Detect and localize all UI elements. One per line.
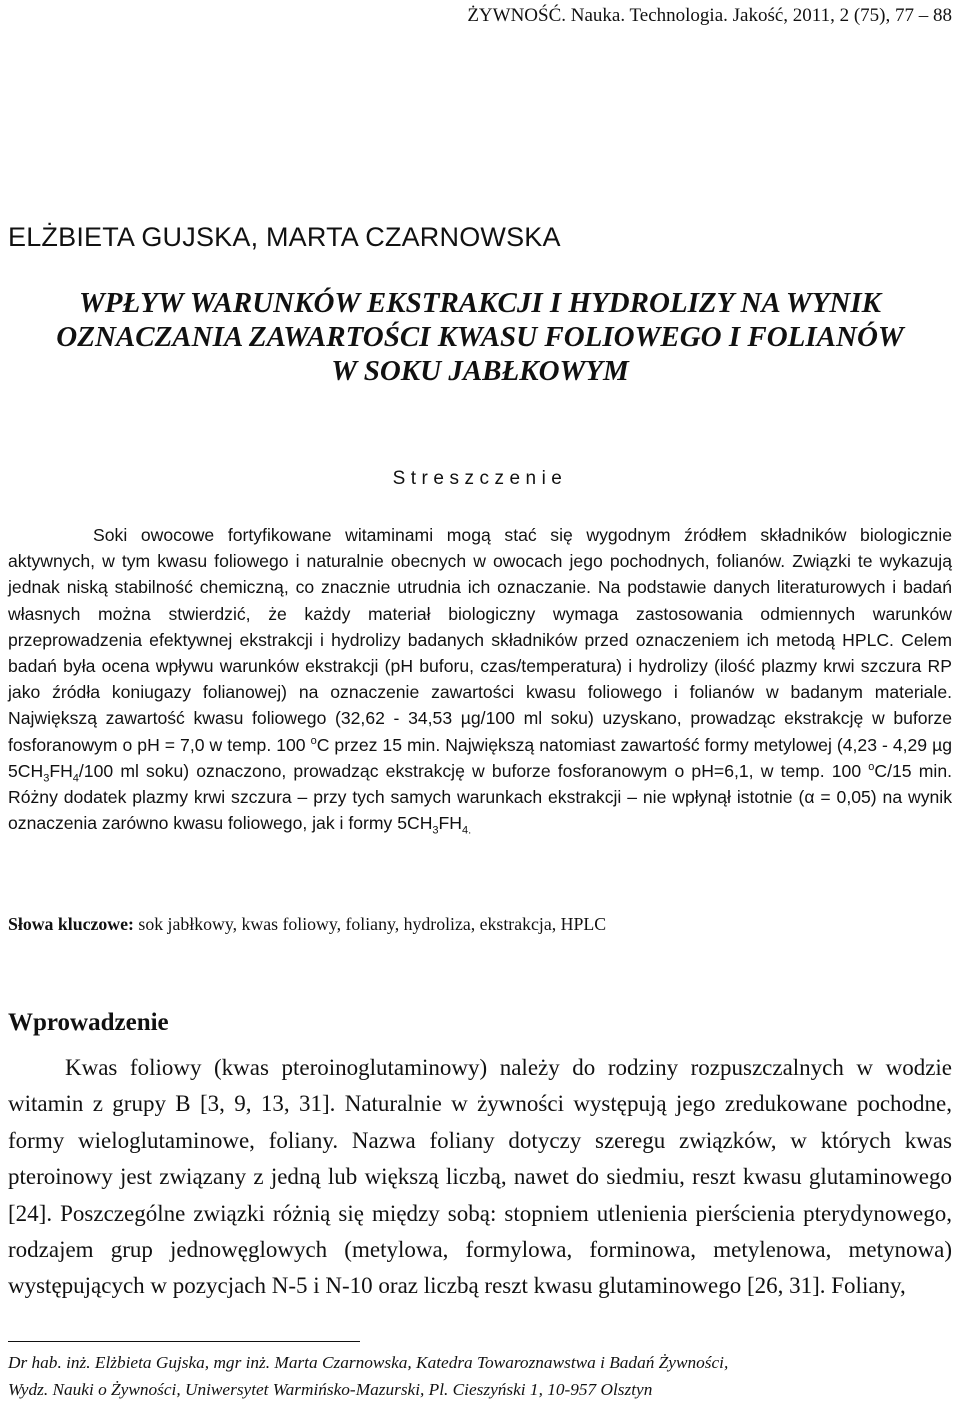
title-line-2: OZNACZANIA ZAWARTOŚCI KWASU FOLIOWEGO I FOLIANÓW xyxy=(56,321,904,353)
keywords xyxy=(8,914,952,935)
introduction-text: Kwas foliowy (kwas pteroinoglutaminowy) należy do rodziny rozpuszczalnych w wodzie witamin z grupy B [3, 9, 13, 31]. Naturalnie w żywności występują jego zredukowane pochodne, formy wieloglutaminowe, foliany. Nazwa foliany dotyczy szeregu związków, w których kwas pteroinowy jest związany z jedną lub większą liczbą, nawet do siedmiu, reszt kwasu glutaminowego [24]. Poszczególne związki różnią się między sobą: stopniem utlenienia pierścienia pterydynowego, rodzajem grup jednowęglowych (metylowa, formylowa, forminowa, metylenowa, metynowa) występujących w pozycjach N-5 i N-10 oraz liczbą reszt kwasu glutaminowego [26, 31]. Foliany, xyxy=(8,1055,952,1299)
abstract-part-4: /100 ml soku) oznaczono, prowadząc ekstrakcję w buforze fosforanowym o pH=6,1, w temp. 100 xyxy=(78,760,869,781)
degree-mark-1: o xyxy=(310,734,317,747)
keywords-text: sok jabłkowy, kwas foliowy, foliany, hydroliza, ekstrakcja, HPLC xyxy=(133,914,607,934)
abstract-part-1: Soki owocowe fortyfikowane witaminami mogą stać się wygodnym źródłem składników biologicznie aktywnych, w tym kwasu foliowego i naturalnie obecnych w owocach jego pochodnych, folianów. Związki te wykazują jednak niską stabilność chemiczną, co znacznie utrudnia ich oznaczanie. Na podstawie danych literaturowych i badań własnych można stwierdzić, że każdy materiał biologiczny wymaga zastosowania odmiennych warunków przeprowadzenia efektywnej ekstrakcji i hydrolizy badanych składników przed oznaczeniem ich metodą HPLC. Celem badań była ocena wpływu warunków ekstrakcji (pH buforu, czas/temperatura) i hydrolizy (ilość plazmy krwi szczura RP jako źródła koniugazy folianowej) na oznaczenie zawartości kwasu foliowego i folianów w badanym materiale. Największą zawartość kwasu foliowego (32,62 - 34,53 µg/100 ml soku) uzyskano, prowadząc ekstrakcję w buforze fosforanowym o pH = 7,0 w temp. 100 xyxy=(8,525,952,755)
title-line-3: W SOKU JABŁKOWYM xyxy=(331,355,629,387)
subscript-2: 4 xyxy=(72,772,79,785)
abstract-part-3: FH xyxy=(49,760,73,781)
keywords-label: Słowa kluczowe: xyxy=(8,914,134,934)
footnote-line-1: Dr hab. inż. Elżbieta Gujska, mgr inż. Marta Czarnowska, Katedra Towaroznawstwa i Badań Żywności, xyxy=(8,1353,729,1372)
journal-header: ŻYWNOŚĆ. Nauka. Technologia. Jakość, 2011, 2 (75), 77 – 88 xyxy=(467,5,952,26)
abstract-part-6: FH xyxy=(438,813,462,834)
article-title xyxy=(0,286,960,388)
abstract-text xyxy=(8,522,952,836)
subscript-3: 3 xyxy=(432,824,439,837)
abstract-heading: Streszczenie xyxy=(392,468,568,489)
footnote-line-2: Wydz. Nauki o Żywności, Uniwersytet Warmińsko-Mazurski, Pl. Cieszyński 1, 10-957 Olsztyn xyxy=(8,1380,653,1399)
abstract-part-5: C/15 min. Różny dodatek plazmy krwi szczura – przy tych samych warunkach ekstrakcji – nie wpłynął istotnie (α = 0,05) na wynik oznaczenia zarówno kwasu foliowego, jak i formy 5CH xyxy=(8,760,952,834)
degree-mark-2: o xyxy=(868,760,875,773)
introduction-heading: Wprowadzenie xyxy=(8,1009,169,1036)
authors: ELŻBIETA GUJSKA, MARTA CZARNOWSKA xyxy=(8,222,561,252)
author-footnote xyxy=(8,1349,952,1403)
abstract-part-2: C przez 15 min. Największą natomiast zawartość formy metylowej (4,23 - 4,29 µg 5CH xyxy=(8,734,952,781)
footnote-divider xyxy=(8,1341,360,1342)
subscript-4: 4. xyxy=(461,824,472,837)
title-line-1: WPŁYW WARUNKÓW EKSTRAKCJI I HYDROLIZY NA WYNIK xyxy=(79,287,881,319)
subscript-1: 3 xyxy=(43,772,50,785)
